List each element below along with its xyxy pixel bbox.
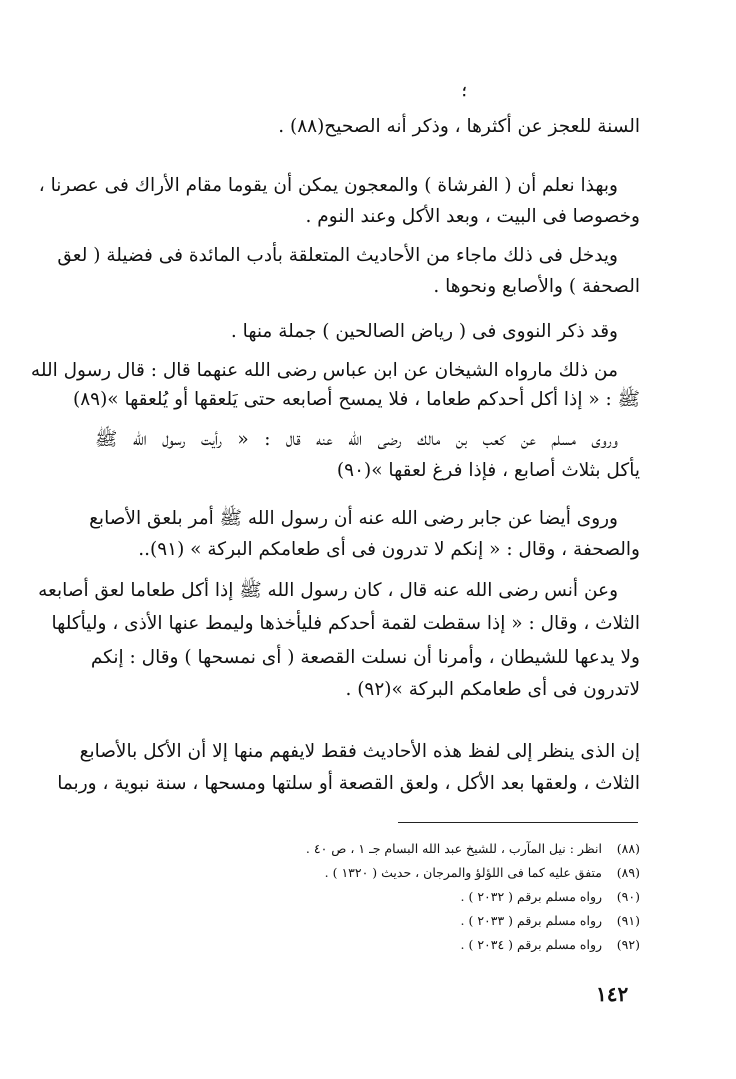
footnote-90 (120, 886, 640, 910)
footnote-number: (٩١) (616, 913, 640, 928)
body-line-9: وروى مسلم عن كعب بن مالك رضى الله عنه قال : « رأيت رسول الله ﷺ (95, 429, 618, 450)
body-line-7: من ذلك مارواه الشيخان عن ابن عباس رضى الله عنهما قال : قال رسول الله (30, 360, 618, 381)
body-line-16: لاتدرون فى أى طعامكم البركة »(٩٢) . (345, 679, 640, 700)
page-number: ١٤٢ (596, 982, 629, 1006)
footnote-divider (398, 822, 638, 823)
body-line-12: والصحفة ، وقال : « إنكم لا تدرون فى أى طعامكم البركة » (٩١).. (138, 539, 640, 560)
footnote-91 (120, 910, 640, 934)
body-line-11: وروى أيضا عن جابر رضى الله عنه أن رسول الله ﷺ أمر بلعق الأصابع (89, 508, 618, 529)
footnote-number: (٩٢) (616, 937, 640, 952)
footnote-text: متفق عليه كما فى اللؤلؤ والمرجان ، حديث ( ١٣٢٠ ) . (324, 865, 603, 880)
body-line-2: وبهذا نعلم أن ( الفرشاة ) والمعجون يمكن أن يقوما مقام الأراك فى عصرنا ، (38, 175, 618, 196)
body-line-6: وقد ذكر النووى فى ( رياض الصالحين ) جملة منها . (230, 321, 618, 342)
footnote-text: رواه مسلم برقم ( ٢٠٣٣ ) . (460, 913, 603, 928)
footnote-88 (120, 838, 640, 862)
body-line-1: السنة للعجز عن أكثرها ، وذكر أنه الصحيح(٨٨) . (278, 116, 640, 137)
footnote-number: (٨٩) (616, 865, 640, 880)
footnote-92 (120, 934, 640, 958)
footnote-number: (٨٨) (616, 841, 640, 856)
footnote-text: رواه مسلم برقم ( ٢٠٣٤ ) . (460, 937, 603, 952)
body-line-15: ولا يدعها للشيطان ، وأمرنا أن نسلت القصعة ( أى نمسحها ) وقال : إنكم (90, 647, 640, 668)
footnote-text: رواه مسلم برقم ( ٢٠٣٢ ) . (460, 889, 603, 904)
body-line-14: الثلاث ، وقال : « إذا سقطت لقمة أحدكم فليأخذها وليمط عنها الأذى ، وليأكلها (51, 613, 640, 634)
body-line-8: ﷺ : « إذا أكل أحدكم طعاما ، فلا يمسح أصابعه حتى يَلعقها أو يُلعقها »(٨٩) (72, 389, 640, 410)
body-line-18: الثلاث ، ولعقها بعد الأكل ، ولعق القصعة أو سلتها ومسحها ، سنة نبوية ، وربما (57, 773, 640, 794)
body-line-17: إن الذى ينظر إلى لفظ هذه الأحاديث فقط لايفهم منها إلا أن الأكل بالأصابع (79, 741, 640, 762)
body-line-3: وخصوصا فى البيت ، وبعد الأكل وعند النوم . (305, 206, 640, 227)
footnote-89 (120, 862, 640, 886)
body-line-10: يأكل بثلاث أصابع ، فإذا فرغ لعقها »(٩٠) (336, 460, 640, 481)
footnote-text: انظر : نيل المآرب ، للشيخ عبد الله البسام جـ ١ ، ص ٤٠ . (305, 841, 603, 856)
body-line-4: ويدخل فى ذلك ماجاء من الأحاديث المتعلقة بأدب المائدة فى فضيلة ( لعق (57, 245, 618, 266)
body-line-5: الصحفة ) والأصابع ونحوها . (433, 276, 640, 297)
footnote-number: (٩٠) (616, 889, 640, 904)
body-line-13: وعن أنس رضى الله عنه قال ، كان رسول الله ﷺ إذا أكل طعاما لعق أصابعه (38, 580, 618, 601)
header-mark: ؛ (462, 84, 467, 100)
